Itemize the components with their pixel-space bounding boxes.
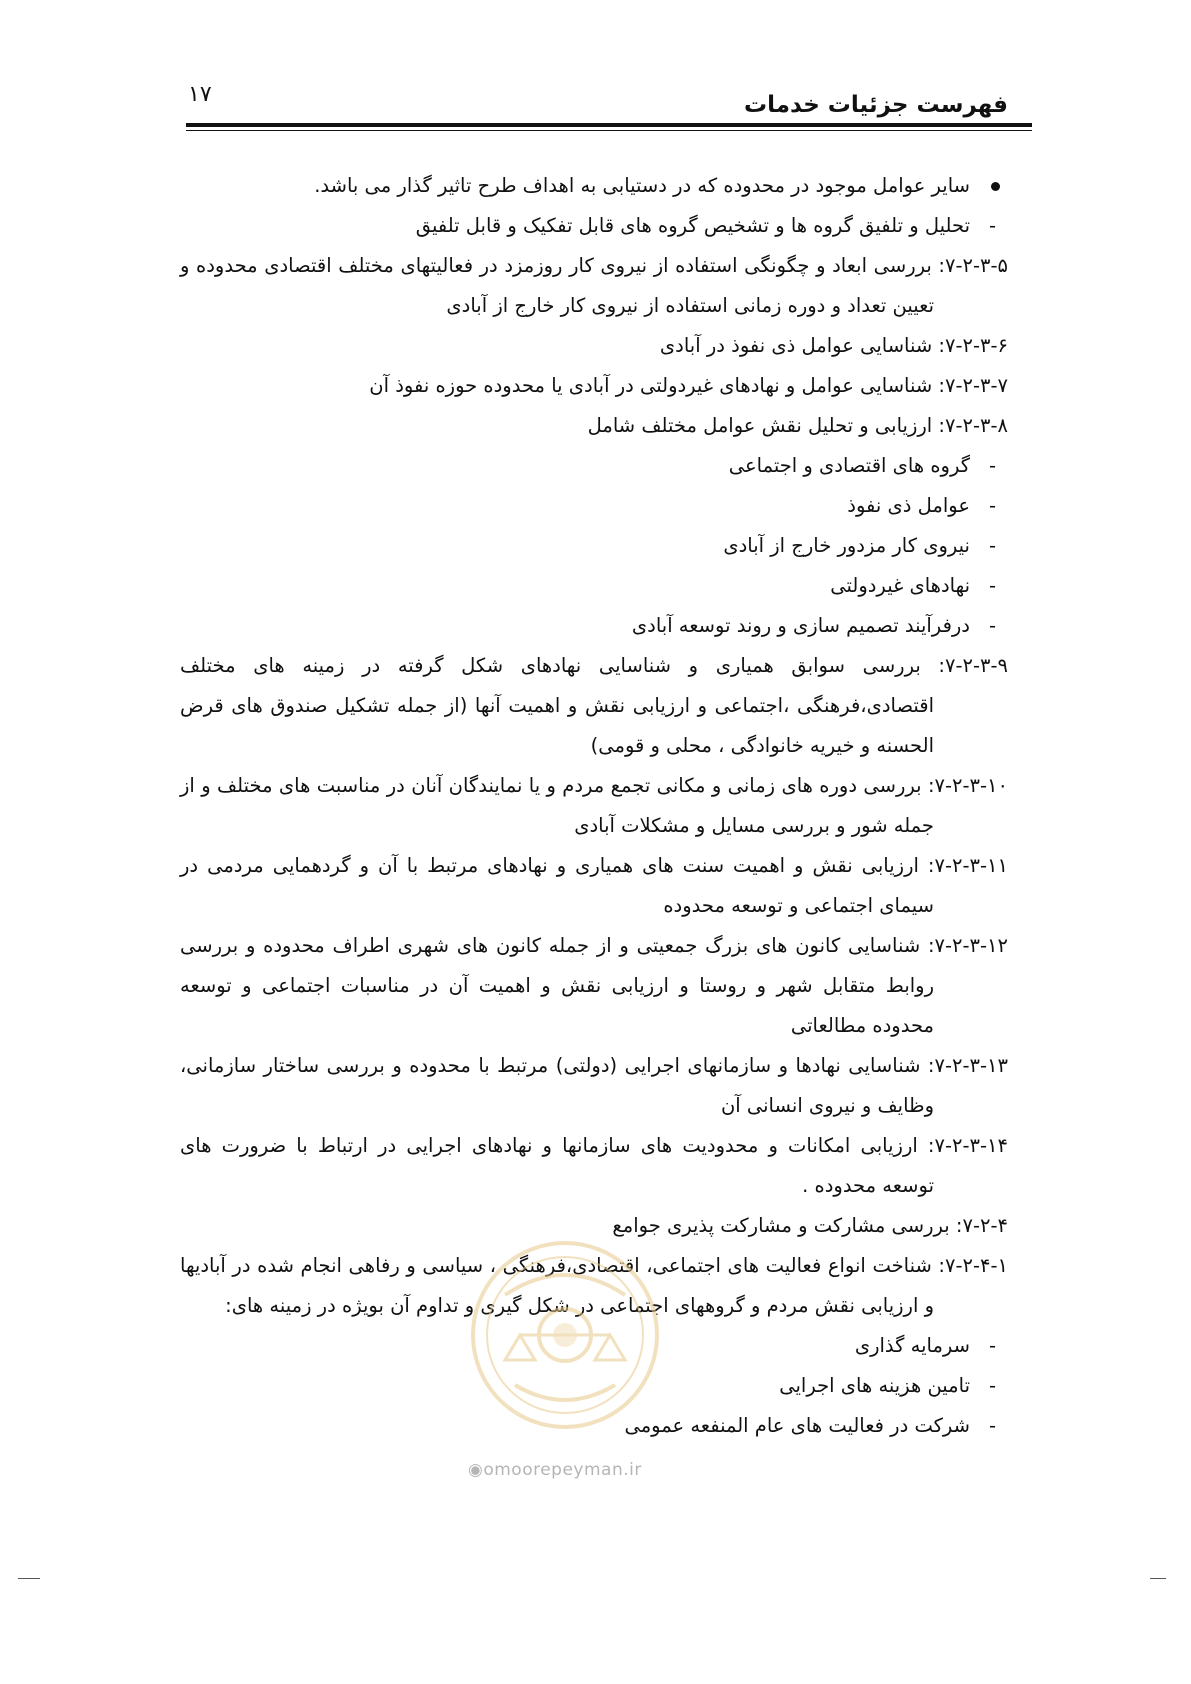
header-title: فهرست جزئیات خدمات (743, 92, 1008, 118)
header-rule-thin (186, 130, 1032, 131)
header-rule-thick (186, 123, 1032, 127)
dash-item: - درفرآیند تصمیم سازی و روند توسعه آبادی (180, 606, 1008, 646)
section-item: ۷-۲-۳-۱۲: شناسایی کانون های بزرگ جمعیتی و از جمله کانون های شهری اطراف محدوده و بررسی روابط متقابل شهر و روستا و ارزیابی نقش و اهمیت آن در مناسبات اجتماعی و توسعه محدوده مطالعاتی (180, 934, 1008, 1037)
page-number: ۱۷ (188, 82, 212, 107)
section-item: ۷-۲-۳-۷: شناسایی عوامل و نهادهای غیردولتی در آبادی یا محدوده حوزه نفوذ آن (369, 374, 1008, 397)
dash-item: - عوامل ذی نفوذ (180, 486, 1008, 526)
watermark-url (468, 1460, 642, 1480)
dash-item: - گروه های اقتصادی و اجتماعی (180, 446, 1008, 486)
bullet-item: سایر عوامل موجود در محدوده که در دستیابی به اهداف طرح تاثیر گذار می باشد. (180, 166, 1008, 206)
section-item: ۷-۲-۳-۱۰: بررسی دوره های زمانی و مکانی تجمع مردم و یا نمایندگان آنان در مناسبت های مختلف و از جمله شور و بررسی مسایل و مشکلات آبادی (180, 774, 1008, 837)
section-item: ۷-۲-۳-۸: ارزیابی و تحلیل نقش عوامل مختلف شامل (587, 414, 1008, 437)
section-item: ۷-۲-۴-۱: شناخت انواع فعالیت های اجتماعی، اقتصادی،فرهنگی ، سیاسی و رفاهی انجام شده در آبادیها و ارزیابی نقش مردم و گروههای اجتماعی در شکل گیری و تداوم آن بویژه در زمینه های: (180, 1254, 1008, 1317)
watermark-seal-icon (465, 1235, 665, 1435)
dash-item: - تحلیل و تلفیق گروه ها و تشخیص گروه های قابل تفکیک و قابل تلفیق (180, 206, 1008, 246)
dash-item: - شرکت در فعالیت های عام المنفعه عمومی (180, 1406, 1008, 1446)
section-item: ۷-۲-۳-۶: شناسایی عوامل ذی نفوذ در آبادی (659, 334, 1008, 357)
section-item: ۷-۲-۳-۱۱: ارزیابی نقش و اهمیت سنت های همیاری و نهادهای مرتبط با آن و گردهمایی مردمی در سیمای اجتماعی و توسعه محدوده (180, 854, 1008, 917)
section-item: ۷-۲-۳-۹: بررسی سوابق همیاری و شناسایی نهادهای شکل گرفته در زمینه های مختلف اقتصادی،فرهنگی ،اجتماعی و ارزیابی نقش و اهمیت آنها (از جمله تشکیل صندوق های قرض الحسنه و خیریه خانوادگی ، محلی و قومی) (180, 654, 1008, 757)
scan-mark (18, 1578, 40, 1579)
dash-item: - تامین هزینه های اجرایی (180, 1366, 1008, 1406)
section-item: ۷-۲-۳-۱۴: ارزیابی امکانات و محدودیت های سازمانها و نهادهای اجرایی در ارتباط با ضرورت های توسعه محدوده . (180, 1134, 1008, 1197)
watermark-logo-icon: ◉ (468, 1460, 484, 1480)
dash-item: - نیروی کار مزدور خارج از آبادی (180, 526, 1008, 566)
section-item: ۷-۲-۴: بررسی مشارکت و مشارکت پذیری جوامع (612, 1214, 1008, 1237)
dash-item: - نهادهای غیردولتی (180, 566, 1008, 606)
watermark-url-text: omoorepeyman.ir (483, 1460, 642, 1480)
section-item: ۷-۲-۳-۱۳: شناسایی نهادها و سازمانهای اجرایی (دولتی) مرتبط با محدوده و بررسی ساختار سازمانی، وظایف و نیروی انسانی آن (180, 1054, 1008, 1117)
dash-item: - سرمایه گذاری (180, 1326, 1008, 1366)
section-item: ۷-۲-۳-۵: بررسی ابعاد و چگونگی استفاده از نیروی کار روزمزد در فعالیتهای مختلف اقتصادی محدوده و تعیین تعداد و دوره زمانی استفاده از نیروی کار خارج از آبادی (180, 254, 1008, 317)
scan-mark (1150, 1578, 1166, 1579)
